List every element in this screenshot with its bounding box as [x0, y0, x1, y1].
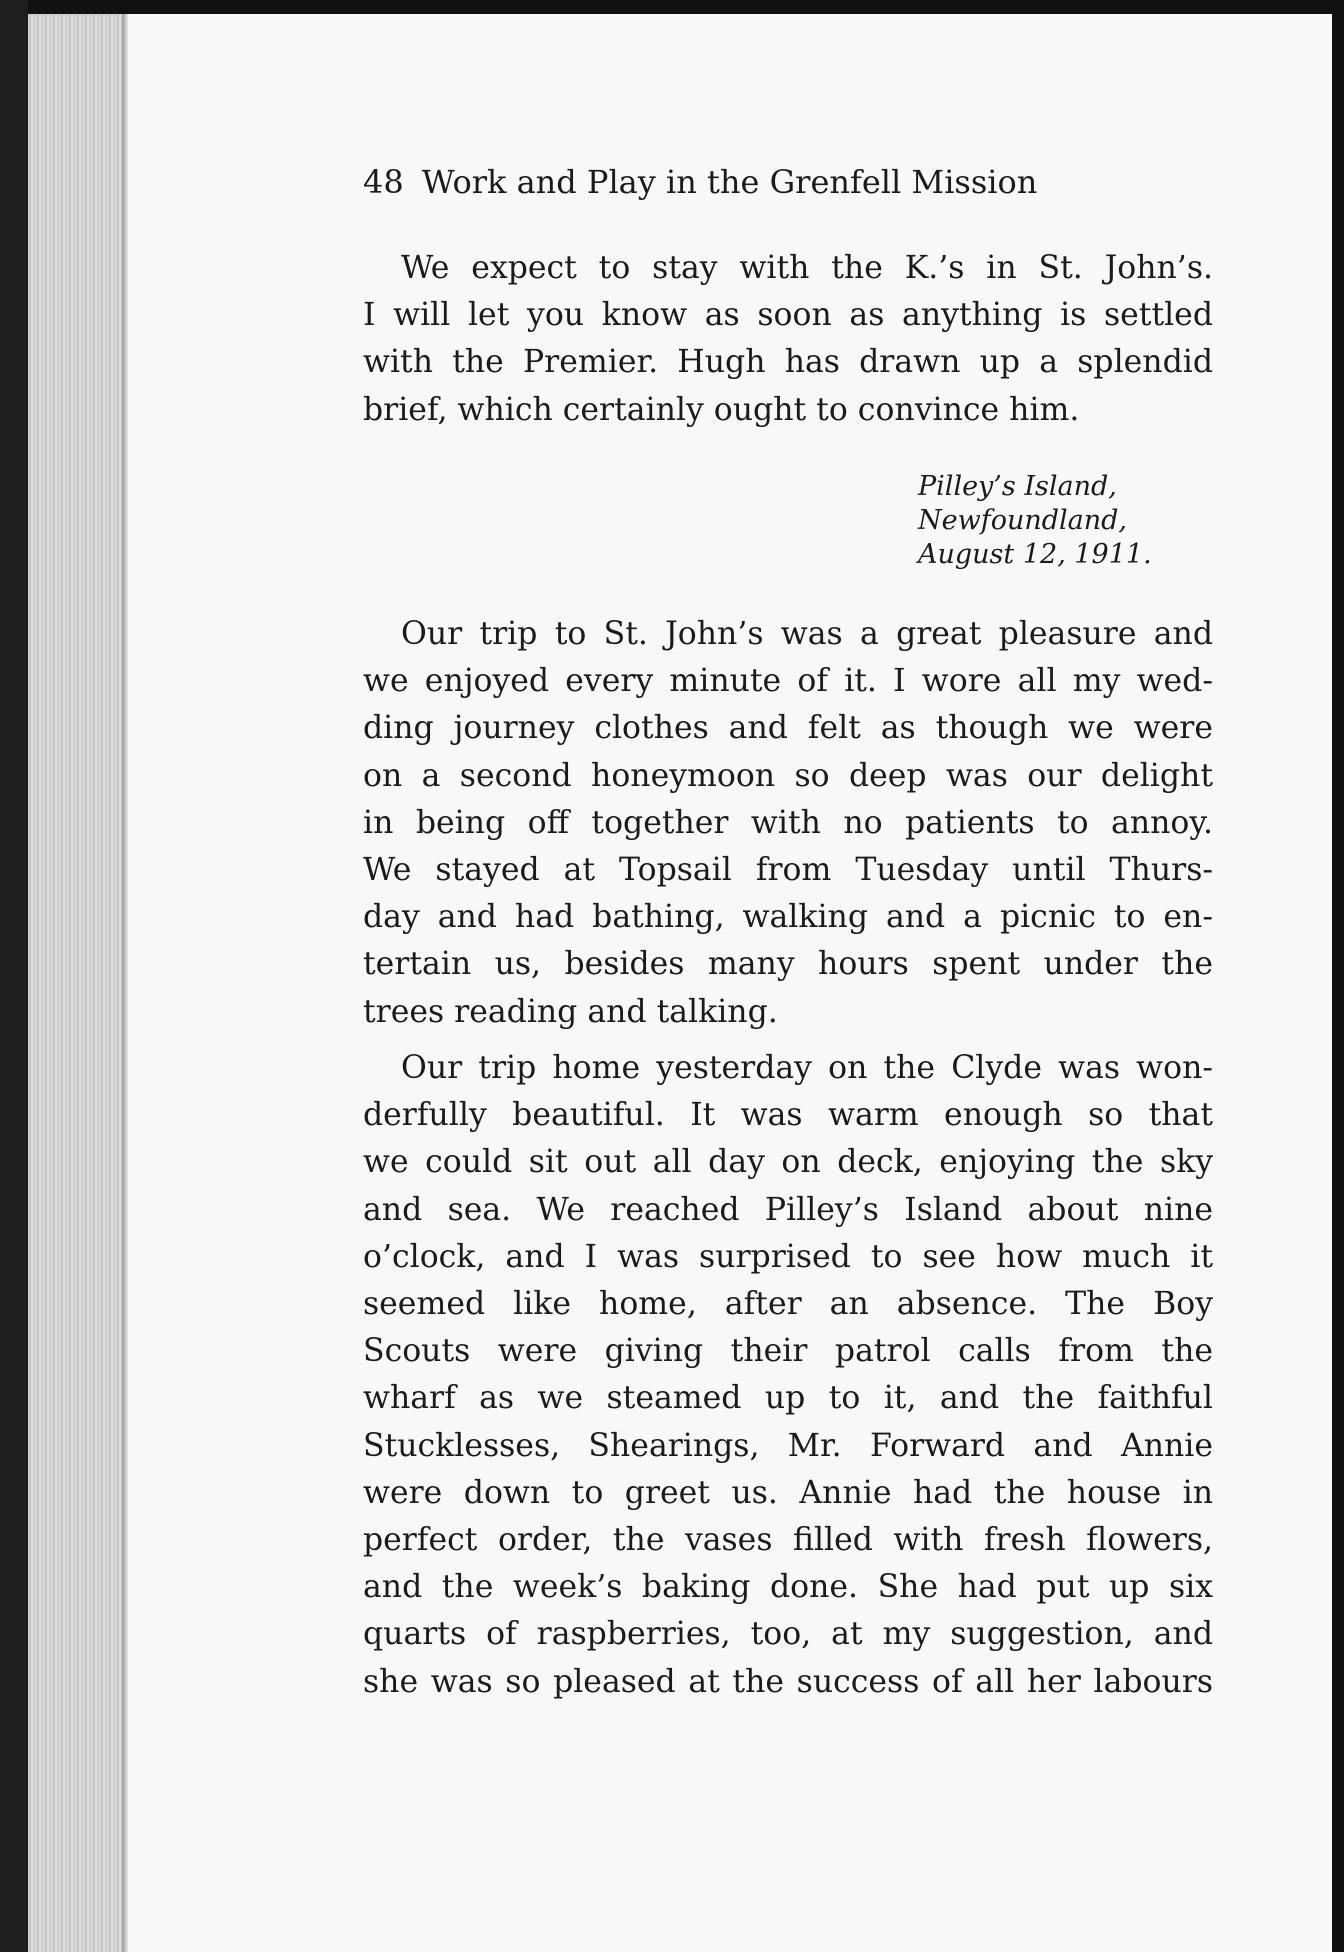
paragraph-1 — [363, 245, 1213, 434]
text-line: trees reading and talking. — [363, 993, 778, 1030]
text-line: tertain us, besides many hours spent under the — [363, 946, 1213, 983]
text-line: with the Premier. Hugh has drawn up a splendid — [363, 344, 1213, 381]
dateline-place: Pilley’s Island, — [918, 471, 1117, 502]
book-title: Work and Play in the Grenfell Mission — [421, 163, 1038, 201]
text-line: we enjoyed every minute of it. I wore all my wed- — [363, 663, 1213, 700]
text-line: seemed like home, after an absence. The Boy — [363, 1286, 1213, 1323]
paragraph-2 — [363, 611, 1213, 1036]
text-line: quarts of raspberries, too, at my suggestion, and — [363, 1616, 1213, 1653]
text-line: o’clock, and I was surprised to see how much it — [363, 1238, 1213, 1275]
text-line: we could sit out all day on deck, enjoying the sky — [363, 1144, 1213, 1181]
letter-dateline — [918, 470, 1152, 572]
stacked-page-edges — [28, 14, 128, 1952]
running-head — [363, 162, 1037, 202]
text-line: We stayed at Topsail from Tuesday until Thurs- — [363, 852, 1213, 889]
text-line: Scouts were giving their patrol calls from the — [363, 1333, 1213, 1370]
dateline-region: Newfoundland, — [918, 505, 1128, 536]
text-line: on a second honeymoon so deep was our delight — [363, 757, 1213, 794]
text-line: were down to greet us. Annie had the house in — [363, 1474, 1213, 1511]
text-line: Stucklesses, Shearings, Mr. Forward and Annie — [363, 1427, 1213, 1464]
scan-border-right — [1332, 0, 1344, 1952]
page-number: 48 — [363, 163, 404, 201]
text-line: Our trip to St. John’s was a great pleasure and — [401, 616, 1213, 652]
text-line: I will let you know as soon as anything is settled — [363, 297, 1213, 334]
text-line: she was so pleased at the success of all her labours — [363, 1663, 1213, 1700]
text-line: in being off together with no patients to annoy. — [363, 804, 1213, 841]
paragraph-3 — [363, 1045, 1213, 1706]
text-line: ding journey clothes and felt as though we were — [363, 710, 1213, 747]
dateline-date: August 12, 1911. — [918, 539, 1152, 570]
text-line: wharf as we steamed up to it, and the faithful — [363, 1380, 1213, 1417]
text-line: We expect to stay with the K.’s in St. John’s. — [401, 250, 1213, 286]
text-line: brief, which certainly ought to convince him. — [363, 391, 1080, 428]
text-line: day and had bathing, walking and a picnic to en- — [363, 899, 1213, 936]
text-line: and the week’s baking done. She had put up six — [363, 1569, 1213, 1606]
text-line: Our trip home yesterday on the Clyde was won- — [401, 1050, 1213, 1086]
text-line: and sea. We reached Pilley’s Island about nine — [363, 1191, 1213, 1228]
scan-border-top — [0, 0, 1344, 14]
scan-border-left — [0, 0, 28, 1952]
text-line: perfect order, the vases filled with fresh flowers, — [363, 1522, 1213, 1559]
text-line: derfully beautiful. It was warm enough so that — [363, 1097, 1213, 1134]
